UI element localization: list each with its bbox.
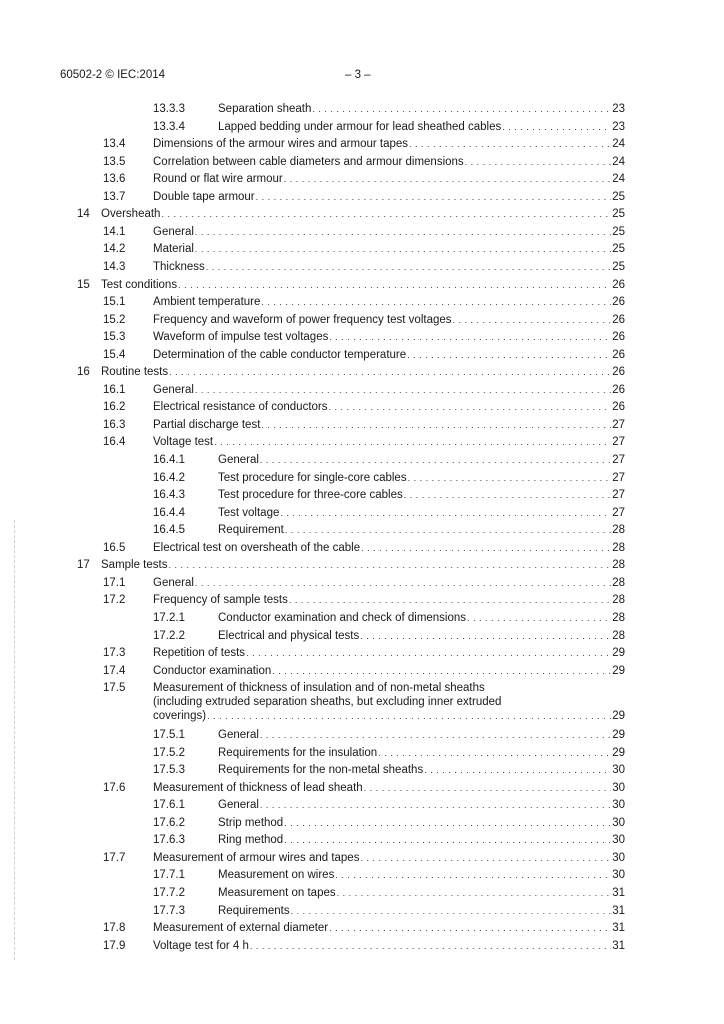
dot-leader xyxy=(284,816,611,830)
toc-entry[interactable] xyxy=(0,679,724,725)
dot-leader xyxy=(364,781,612,795)
toc-entry-page: 28 xyxy=(612,559,625,572)
toc-entry-number: 17.7.3 xyxy=(153,904,185,917)
toc-entry-page: 29 xyxy=(612,647,625,660)
toc-entry[interactable] xyxy=(0,486,724,504)
toc-entry-title: Frequency and waveform of power frequency test voltages xyxy=(153,313,452,326)
dot-leader xyxy=(207,709,611,723)
toc-entry[interactable] xyxy=(0,118,724,136)
toc-entry-title: General xyxy=(153,383,194,396)
dot-leader xyxy=(312,102,611,116)
toc-entry-page: 27 xyxy=(612,489,625,502)
toc-entry-page: 26 xyxy=(612,278,625,291)
toc-entry-number: 17.4 xyxy=(103,664,126,677)
dot-leader xyxy=(404,488,611,502)
toc-entry-title: Requirements for the insulation xyxy=(218,746,378,759)
toc-entry-page: 31 xyxy=(612,887,625,899)
toc-entry-page: 30 xyxy=(612,781,625,794)
toc-entry[interactable] xyxy=(0,205,724,223)
toc-entry-number: 17.8 xyxy=(103,922,126,935)
toc-entry[interactable] xyxy=(0,276,724,294)
toc-entry-title: Measurement of thickness of insulation and of non-metal sheaths xyxy=(153,682,485,695)
toc-entry[interactable] xyxy=(0,223,724,241)
toc-entry-title: General xyxy=(218,729,259,742)
toc-entry-title: Measurement on wires xyxy=(218,869,335,882)
toc-entry-number: 16.4.4 xyxy=(153,506,185,519)
toc-entry-page: 24 xyxy=(612,155,625,168)
toc-entry[interactable] xyxy=(0,761,724,779)
toc-entry-page: 27 xyxy=(612,506,625,519)
toc-entry-page: 30 xyxy=(612,799,625,812)
toc-entry-title: Measurement of thickness of lead sheath xyxy=(153,781,363,794)
dot-leader xyxy=(424,763,611,777)
toc-entry[interactable] xyxy=(0,416,724,434)
toc-entry-title: General xyxy=(218,454,259,466)
toc-entry[interactable] xyxy=(0,726,724,744)
toc-entry-title: Waveform of impulse test voltages xyxy=(153,331,329,344)
dot-leader xyxy=(178,278,611,292)
dot-leader xyxy=(256,190,612,204)
toc-entry-page: 30 xyxy=(612,764,625,777)
toc-entry[interactable] xyxy=(0,381,724,399)
toc-entry[interactable] xyxy=(0,469,724,487)
toc-entry-page: 24 xyxy=(612,173,625,186)
toc-entry-title: Test procedure for single-core cables xyxy=(218,471,407,484)
dot-leader xyxy=(407,348,611,362)
toc-entry-number: 14.3 xyxy=(103,260,126,273)
toc-entry[interactable] xyxy=(0,644,724,662)
toc-entry-title: Test voltage xyxy=(218,506,280,519)
toc-entry-title: Round or flat wire armour xyxy=(153,173,283,186)
toc-entry[interactable] xyxy=(0,884,724,902)
dot-leader xyxy=(260,728,611,742)
toc-entry-page: 26 xyxy=(612,313,625,326)
toc-entry-page: 28 xyxy=(612,611,625,624)
toc-entry-title: General xyxy=(153,576,194,589)
dot-leader xyxy=(250,939,611,953)
toc-entry-title: Material xyxy=(153,243,194,256)
dot-leader xyxy=(285,523,611,537)
toc-entry-number: 17.2.1 xyxy=(153,611,185,624)
toc-entry[interactable] xyxy=(0,574,724,592)
dot-leader xyxy=(261,295,611,309)
toc-entry-page: 28 xyxy=(612,524,625,537)
toc-entry-page: 31 xyxy=(612,922,625,935)
dot-leader xyxy=(453,313,612,327)
toc-entry-title: Measurement on tapes xyxy=(218,887,336,899)
toc-entry-page: 29 xyxy=(612,710,625,723)
toc-entry-number: 17.6.2 xyxy=(153,816,185,829)
toc-entry-page: 30 xyxy=(612,851,625,864)
toc-entry-title: General xyxy=(153,225,194,238)
toc-entry-page: 27 xyxy=(612,418,625,431)
toc-entry-title: Sample tests xyxy=(101,559,168,572)
toc-entry-number: 16.4.5 xyxy=(153,524,185,537)
toc-entry-page: 28 xyxy=(612,576,625,589)
toc-entry[interactable] xyxy=(0,258,724,276)
toc-entry[interactable] xyxy=(0,100,724,118)
toc-entry-page: 24 xyxy=(612,138,625,151)
toc-entry-number: 17.2 xyxy=(103,594,126,607)
toc-entry-page: 28 xyxy=(612,541,625,554)
dot-leader xyxy=(261,418,611,432)
toc-entry-number: 17.5.2 xyxy=(153,746,185,759)
toc-entry[interactable] xyxy=(0,504,724,522)
toc-entry-number: 17.6.3 xyxy=(153,834,185,847)
toc-entry-page: 25 xyxy=(612,208,625,221)
dot-leader xyxy=(284,833,611,847)
toc-entry-number: 17 xyxy=(77,559,90,572)
dot-leader xyxy=(195,383,611,397)
toc-entry-number: 15.2 xyxy=(103,313,126,326)
toc-entry[interactable] xyxy=(0,311,724,329)
toc-entry[interactable] xyxy=(0,662,724,680)
toc-entry-page: 28 xyxy=(612,629,625,642)
toc-entry-number: 17.9 xyxy=(103,939,126,952)
dot-leader xyxy=(360,629,611,643)
toc-entry-page: 26 xyxy=(612,348,625,361)
toc-entry[interactable] xyxy=(0,937,724,955)
toc-entry-title-continued: coverings) xyxy=(153,710,207,723)
toc-entry-title: Requirements for the non-metal sheaths xyxy=(218,764,424,777)
toc-entry-title: Electrical resistance of conductors xyxy=(153,401,328,414)
toc-entry-title: Determination of the cable conductor temperature xyxy=(153,348,407,361)
toc-entry-number: 16.5 xyxy=(103,541,126,554)
dot-leader xyxy=(195,576,611,590)
toc-entry-number: 15.3 xyxy=(103,331,126,344)
dot-leader xyxy=(195,242,611,256)
toc-entry-page: 29 xyxy=(612,746,625,759)
dot-leader xyxy=(289,593,611,607)
toc-entry-number: 17.3 xyxy=(103,647,126,660)
toc-entry[interactable] xyxy=(0,135,724,153)
toc-entry[interactable] xyxy=(0,170,724,188)
toc-entry-page: 31 xyxy=(612,904,625,917)
toc-entry-title: Requirements xyxy=(218,904,290,917)
toc-entry-page: 27 xyxy=(612,454,625,466)
toc-entry-title: Voltage test xyxy=(153,436,214,449)
toc-entry-number: 13.7 xyxy=(103,190,126,203)
toc-entry-number: 13.5 xyxy=(103,155,126,168)
toc-entry-number: 14.2 xyxy=(103,243,126,256)
toc-entry-title: Correlation between cable diameters and armour dimensions xyxy=(153,155,464,168)
toc-entry-number: 14 xyxy=(77,208,90,221)
toc-entry[interactable] xyxy=(0,831,724,849)
toc-entry-title: Ambient temperature xyxy=(153,296,261,309)
toc-entry-page: 26 xyxy=(612,296,625,309)
page-header xyxy=(60,69,660,83)
toc-entry-page: 29 xyxy=(612,729,625,742)
dot-leader xyxy=(360,851,611,865)
toc-entry-title: Repetition of tests xyxy=(153,647,246,660)
toc-entry-title: Test procedure for three-core cables xyxy=(218,489,403,502)
dot-leader xyxy=(260,453,611,467)
dot-leader xyxy=(195,225,611,239)
toc-entry-number: 17.1 xyxy=(103,576,126,589)
toc-entry-page: 27 xyxy=(612,471,625,484)
dot-leader xyxy=(168,558,611,572)
toc-entry-page: 25 xyxy=(612,260,625,273)
toc-entry-title: Requirement xyxy=(218,524,284,537)
toc-entry-title: Double tape armour xyxy=(153,190,255,203)
dot-leader xyxy=(291,904,612,918)
dot-leader xyxy=(467,611,611,625)
toc-entry[interactable] xyxy=(0,188,724,206)
toc-entry[interactable] xyxy=(0,328,724,346)
toc-entry-number: 15.4 xyxy=(103,348,126,361)
toc-entry-page: 26 xyxy=(612,383,625,396)
dot-leader xyxy=(465,155,612,169)
toc-entry-title: Dimensions of the armour wires and armour tapes xyxy=(153,138,409,151)
toc-entry-title-continued: (including extruded separation sheaths, but excluding inner extruded xyxy=(153,696,502,709)
toc-entry[interactable] xyxy=(0,627,724,645)
dot-leader xyxy=(335,868,611,882)
toc-entry[interactable] xyxy=(0,539,724,557)
dot-leader xyxy=(280,506,611,520)
toc-entry-title: Oversheath xyxy=(101,208,161,221)
document-id: 60502-2 © IEC:2014 xyxy=(60,69,166,81)
toc-entry[interactable] xyxy=(0,814,724,832)
toc-entry[interactable] xyxy=(0,919,724,937)
toc-entry[interactable] xyxy=(0,866,724,884)
toc-entry[interactable] xyxy=(0,293,724,311)
toc-entry-title: Routine tests xyxy=(101,366,169,379)
toc-entry-number: 17.7.2 xyxy=(153,887,185,899)
toc-entry-title: Lapped bedding under armour for lead sheathed cables xyxy=(218,120,502,133)
toc-entry-number: 14.1 xyxy=(103,225,126,238)
toc-entry-number: 17.5.3 xyxy=(153,764,185,777)
toc-entry-page: 30 xyxy=(612,816,625,829)
toc-entry-title: Ring method xyxy=(218,834,284,847)
toc-entry-number: 17.5.1 xyxy=(153,729,185,742)
toc-entry-title: Test conditions xyxy=(101,278,178,291)
toc-entry-page: 29 xyxy=(612,664,625,677)
toc-entry-number: 17.6 xyxy=(103,781,126,794)
toc-entry-number: 15 xyxy=(77,278,90,291)
toc-entry-number: 15.1 xyxy=(103,296,126,309)
dot-leader xyxy=(408,471,612,485)
dot-leader xyxy=(246,646,611,660)
toc-entry[interactable] xyxy=(0,609,724,627)
toc-entry-title: Measurement of external diameter xyxy=(153,922,329,935)
toc-entry-title: Thickness xyxy=(153,260,205,273)
toc-entry-number: 16.2 xyxy=(103,401,126,414)
toc-entry-title: Separation sheath xyxy=(218,103,312,115)
toc-entry-title: Electrical and physical tests xyxy=(218,629,360,642)
toc-entry-number: 16 xyxy=(77,366,90,379)
toc-entry-number: 17.5 xyxy=(103,682,126,695)
toc-entry[interactable] xyxy=(0,433,724,451)
toc-entry-number: 16.1 xyxy=(103,383,126,396)
dot-leader xyxy=(260,798,611,812)
toc-entry[interactable] xyxy=(0,240,724,258)
toc-entry-title: Measurement of armour wires and tapes xyxy=(153,851,360,864)
toc-entry-title: Conductor examination and check of dimensions xyxy=(218,611,467,624)
toc-entry-page: 25 xyxy=(612,243,625,256)
toc-entry-number: 16.4 xyxy=(103,436,126,449)
toc-entry-title: Electrical test on oversheath of the cable xyxy=(153,541,361,554)
toc-entry-title: Voltage test for 4 h xyxy=(153,939,249,952)
dot-leader xyxy=(378,746,611,760)
toc-entry-page: 25 xyxy=(612,225,625,238)
toc-entry-number: 17.2.2 xyxy=(153,629,185,642)
toc-entry-page: 26 xyxy=(612,366,625,379)
toc-entry[interactable] xyxy=(0,591,724,609)
toc-entry-number: 17.7 xyxy=(103,851,126,864)
toc-entry[interactable] xyxy=(0,398,724,416)
toc-entry[interactable] xyxy=(0,363,724,381)
toc-entry[interactable] xyxy=(0,521,724,539)
toc-entry-page: 31 xyxy=(612,939,625,952)
toc-entry-page: 25 xyxy=(612,190,625,203)
toc-entry[interactable] xyxy=(0,779,724,797)
toc-entry-number: 17.6.1 xyxy=(153,799,185,812)
dot-leader xyxy=(337,886,612,900)
toc-entry-number: 16.4.2 xyxy=(153,471,185,484)
toc-entry-number: 16.4.3 xyxy=(153,489,185,502)
toc-entry-title: Strip method xyxy=(218,816,284,829)
toc-entry-page: 23 xyxy=(612,120,625,133)
toc-entry-title: General xyxy=(218,799,259,812)
toc-entry-number: 13.6 xyxy=(103,173,126,186)
toc-entry-number: 17.7.1 xyxy=(153,869,185,882)
toc-entry[interactable] xyxy=(0,849,724,867)
toc-entry-number: 13.3.3 xyxy=(153,103,185,115)
toc-entry-page: 28 xyxy=(612,594,625,607)
toc-entry-number: 16.4.1 xyxy=(153,454,185,466)
dot-leader xyxy=(161,207,611,221)
toc-entry[interactable] xyxy=(0,744,724,762)
toc-entry[interactable] xyxy=(0,451,724,469)
toc-entry-page: 27 xyxy=(612,436,625,449)
toc-entry[interactable] xyxy=(0,153,724,171)
dot-leader xyxy=(206,260,611,274)
dot-leader xyxy=(272,664,611,678)
dot-leader xyxy=(361,541,611,555)
toc-entry-title: Partial discharge test xyxy=(153,418,261,431)
toc-entry-page: 30 xyxy=(612,834,625,847)
page-number: – 3 – xyxy=(345,69,371,81)
toc-entry-page: 30 xyxy=(612,869,625,882)
toc-entry-number: 13.3.4 xyxy=(153,120,185,133)
dot-leader xyxy=(284,172,611,186)
toc-entry[interactable] xyxy=(0,556,724,574)
dot-leader xyxy=(329,921,611,935)
toc-entry-page: 26 xyxy=(612,401,625,414)
toc-entry-title: Conductor examination xyxy=(153,664,272,677)
dot-leader xyxy=(169,365,611,379)
toc-entry[interactable] xyxy=(0,796,724,814)
dot-leader xyxy=(214,435,611,449)
dot-leader xyxy=(409,137,611,151)
dot-leader xyxy=(329,330,611,344)
toc-entry-page: 23 xyxy=(612,103,625,115)
toc-entry-number: 16.3 xyxy=(103,418,126,431)
toc-entry-page: 26 xyxy=(612,331,625,344)
toc-entry-number: 13.4 xyxy=(103,138,126,151)
dot-leader xyxy=(502,120,611,134)
toc-entry[interactable] xyxy=(0,346,724,364)
dot-leader xyxy=(329,400,612,414)
toc-entry[interactable] xyxy=(0,902,724,920)
toc-entry-title: Frequency of sample tests xyxy=(153,594,288,607)
